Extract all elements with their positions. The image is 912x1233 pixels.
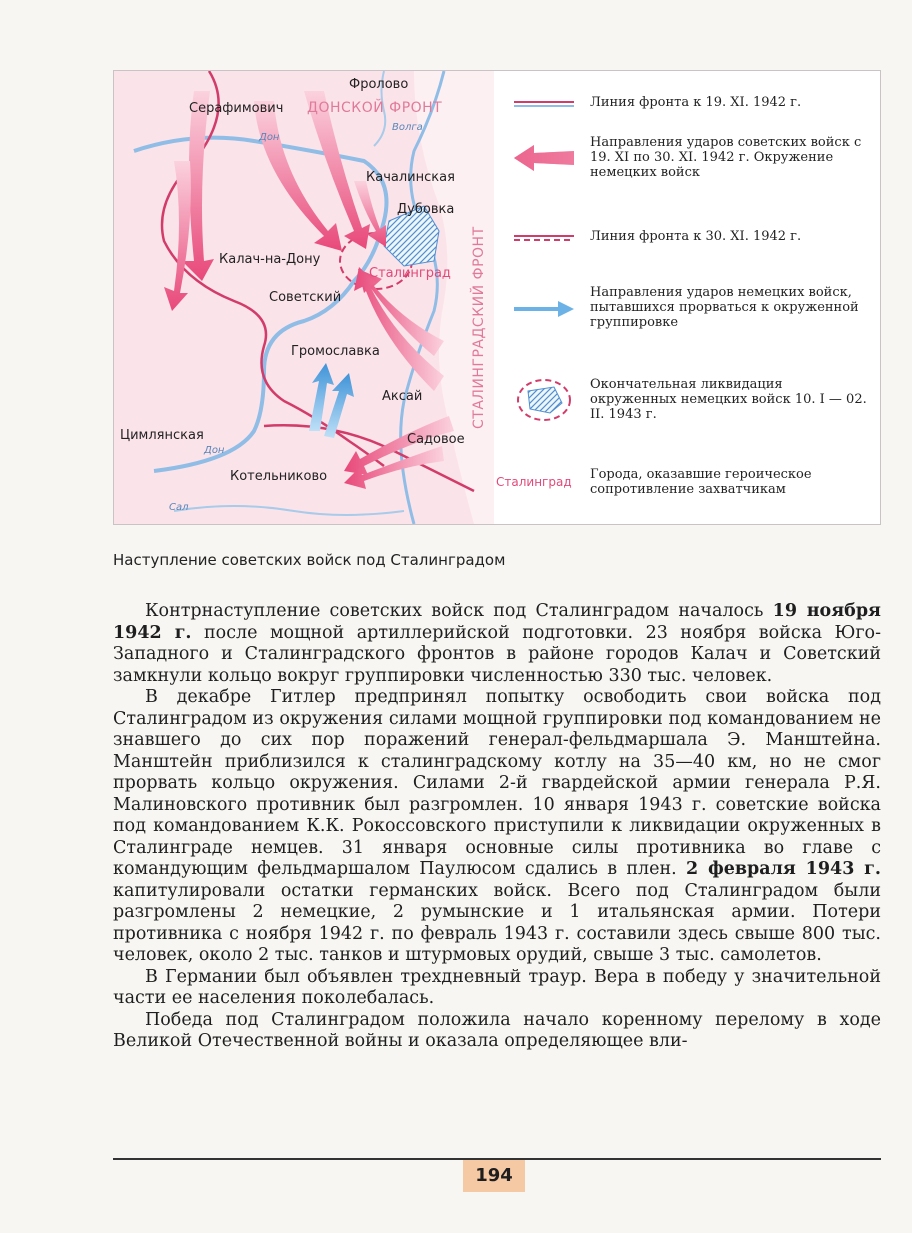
paragraph-3: В Германии был объявлен трехдневный траур. Вера в победу у значительной части ее населения поколебалась. xyxy=(113,966,881,1008)
legend-soviet-strikes-text: Направления ударов советских войск с 19. XI по 30. XI. 1942 г. Окружение немецких войск xyxy=(590,135,862,180)
body-text xyxy=(113,601,881,1053)
legend-heroic-cities-text: Города, оказавшие героическое сопротивление захватчикам xyxy=(590,467,812,497)
figure-caption: Наступление советских войск под Сталинградом xyxy=(113,551,506,569)
city-kachalinskaya: Качалинская xyxy=(366,170,455,185)
legend-front-30 xyxy=(494,229,880,253)
city-sovetsky: Советский xyxy=(269,290,342,305)
city-kotelnikovo: Котельниково xyxy=(230,469,328,484)
stalingrad-front-label: СТАЛИНГРАДСКИЙ ФРОНТ xyxy=(471,226,487,429)
front-line-symbol xyxy=(514,99,574,109)
legend-soviet-strikes xyxy=(494,135,880,185)
city-serafimovich: Серафимович xyxy=(189,101,284,116)
page-number: 194 xyxy=(463,1160,525,1192)
paragraph-1-part-a: Контрнаступление советских войск под Сталинградом началось xyxy=(145,601,773,621)
paragraph-2-date: 2 февраля 1943 г. xyxy=(685,859,881,879)
don-river-label-bottom: Дон xyxy=(204,445,225,456)
soviet-arrow-4 xyxy=(164,161,191,311)
don-river-label-top: Дон xyxy=(259,132,280,143)
legend-front-19-text: Линия фронта к 19. XI. 1942 г. xyxy=(590,95,802,110)
map-legend xyxy=(494,71,880,524)
city-sadovoe: Садовое xyxy=(407,432,465,447)
paragraph-2-part-c: капитулировали остатки германских войск. Всего под Сталинградом были разгромлены 2 немецкие, 2 румынские и 1 итальянская армии. Потери противника с ноября 1942 г. по февраль 1943 г. составили здесь свыше 800 тыс. человек, около 2 тыс. танков и штурмовых орудий, свыше 3 тыс. самолетов. xyxy=(113,880,881,965)
city-dubovka: Дубовка xyxy=(397,202,455,217)
city-frolovo: Фролово xyxy=(349,77,409,92)
paragraph-1-part-c: после мощной артиллерийской подготовки. 23 ноября войска Юго-Западного и Сталинградского фронтов в районе городов Калач и Советский замкнули кольцо вокруг группировки численностью 330 тыс. человек. xyxy=(113,622,881,686)
legend-front-19 xyxy=(494,95,880,119)
sal-river xyxy=(174,506,404,515)
legend-heroic-cities xyxy=(494,467,880,507)
paragraph-4: Победа под Сталинградом положила начало коренному перелому в ходе Великой Отечественной войны и оказала определяющее вли- xyxy=(113,1009,881,1051)
sal-river-label: Сал xyxy=(169,502,189,513)
soviet-arrow-symbol-icon xyxy=(514,143,574,173)
liquidation-symbol-icon xyxy=(514,377,574,423)
map-figure xyxy=(113,70,881,525)
legend-heroic-city-label: Сталинград xyxy=(496,475,572,489)
stalingrad-map xyxy=(114,71,494,524)
legend-liquidation-text: Окончательная ликвидация окруженных немецких войск 10. I — 02. II. 1943 г. xyxy=(590,377,867,422)
german-arrow-symbol-icon xyxy=(514,299,574,319)
city-stalingrad: Сталинград xyxy=(369,266,451,281)
city-tsimlyanskaya: Цимлянская xyxy=(120,428,204,443)
soviet-arrow-7 xyxy=(354,267,444,391)
city-kalach: Калач-на-Дону xyxy=(219,252,321,267)
front-line-dashed-symbol xyxy=(514,233,574,243)
paragraph-2-part-a: В декабре Гитлер предпринял попытку освободить свои войска под Сталинградом из окружения силами мощной группировки под командованием не знавшего до сих пор поражений генерал-фельдмаршала Э. Манштейна. Манштейн приблизился к сталинградскому котлу на 35—40 км, но не смог прорвать кольцо окружения. Силами 2-й гвардейской армии генерала Р.Я. Малиновского противник был разгромлен. 10 января 1943 г. советские войска под командованием К.К. Рокоссовского приступили к ликвидации окруженных в Сталинграде немцев. 31 января основные силы противника во главе с командующим фельдмаршалом Паулюсом сдались в плен. xyxy=(113,687,881,879)
don-front-label: ДОНСКОЙ ФРОНТ xyxy=(307,100,443,116)
paragraph-1-date: 19 ноября 1942 г. xyxy=(113,601,881,643)
paragraph-1 xyxy=(113,601,881,687)
city-aksay: Аксай xyxy=(382,389,423,404)
paragraph-2 xyxy=(113,687,881,967)
legend-front-30-text: Линия фронта к 30. XI. 1942 г. xyxy=(590,229,802,244)
legend-liquidation xyxy=(494,377,880,427)
legend-german-strikes-text: Направления ударов немецких войск, пытавшихся прорваться к окруженной группировке xyxy=(590,285,859,330)
legend-german-strikes xyxy=(494,285,880,335)
volga-river-label: Волга xyxy=(392,122,423,133)
city-gromoslavka: Громославка xyxy=(291,344,380,359)
